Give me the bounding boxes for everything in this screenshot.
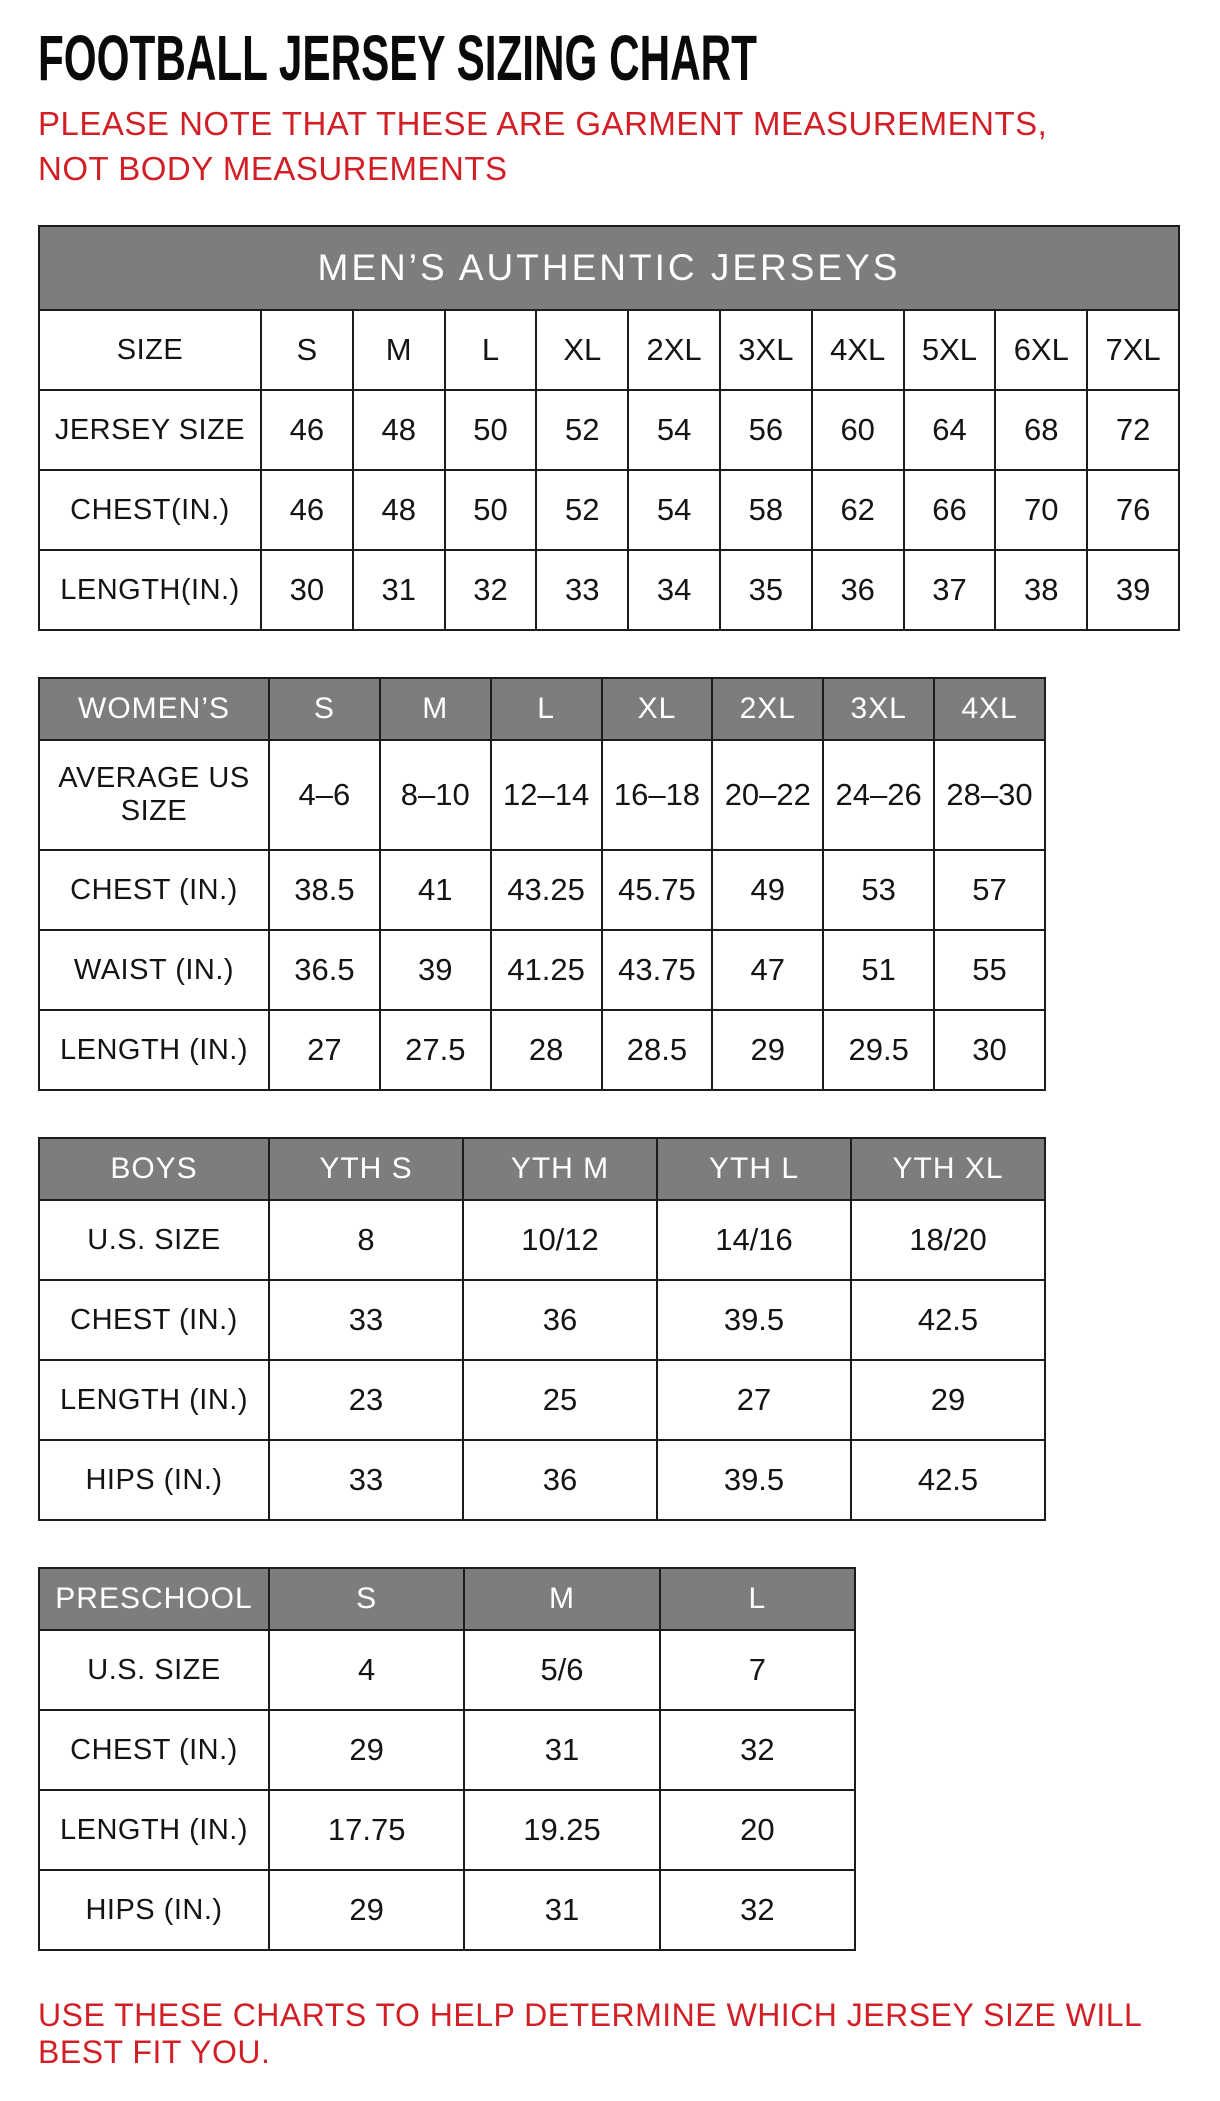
preschool-cell: 29 — [269, 1870, 464, 1950]
boys-header-cell: YTH S — [269, 1138, 463, 1200]
preschool-header-cell: L — [660, 1568, 855, 1630]
preschool-header-cell: S — [269, 1568, 464, 1630]
womens-row-label: LENGTH (IN.) — [39, 1010, 269, 1090]
preschool-cell: 32 — [660, 1870, 855, 1950]
mens-cell: 4XL — [812, 310, 904, 390]
preschool-cell: 29 — [269, 1710, 464, 1790]
preschool-header-label: PRESCHOOL — [39, 1568, 269, 1630]
boys-cell: 42.5 — [851, 1440, 1045, 1520]
womens-row — [39, 850, 1045, 930]
preschool-cell: 19.25 — [464, 1790, 659, 1870]
womens-cell: 36.5 — [269, 930, 380, 1010]
womens-header-cell: L — [491, 678, 602, 740]
womens-cell: 53 — [823, 850, 934, 930]
mens-cell: 32 — [445, 550, 537, 630]
boys-cell: 39.5 — [657, 1440, 851, 1520]
mens-cell: 5XL — [904, 310, 996, 390]
boys-cell: 42.5 — [851, 1280, 1045, 1360]
boys-row — [39, 1280, 1045, 1360]
womens-row-label: CHEST (IN.) — [39, 850, 269, 930]
womens-row-label: AVERAGE US SIZE — [39, 740, 269, 850]
mens-cell: 58 — [720, 470, 812, 550]
mens-cell: 70 — [995, 470, 1087, 550]
boys-header-label: BOYS — [39, 1138, 269, 1200]
womens-row-label: WAIST (IN.) — [39, 930, 269, 1010]
boys-cell: 18/20 — [851, 1200, 1045, 1280]
womens-cell: 45.75 — [602, 850, 713, 930]
mens-cell: 60 — [812, 390, 904, 470]
womens-cell: 12–14 — [491, 740, 602, 850]
mens-table — [38, 225, 1180, 631]
mens-cell: 31 — [353, 550, 445, 630]
mens-cell: 39 — [1087, 550, 1179, 630]
mens-banner-row — [39, 226, 1179, 310]
preschool-row — [39, 1870, 855, 1950]
womens-cell: 28.5 — [602, 1010, 713, 1090]
preschool-header-cell: M — [464, 1568, 659, 1630]
boys-row — [39, 1440, 1045, 1520]
womens-cell: 49 — [712, 850, 823, 930]
preschool-cell: 4 — [269, 1630, 464, 1710]
mens-cell: S — [261, 310, 353, 390]
tables-container — [38, 225, 1182, 1951]
mens-row-label: CHEST(IN.) — [39, 470, 261, 550]
mens-cell: L — [445, 310, 537, 390]
womens-row — [39, 930, 1045, 1010]
preschool-row-label: U.S. SIZE — [39, 1630, 269, 1710]
womens-row — [39, 740, 1045, 850]
preschool-cell: 17.75 — [269, 1790, 464, 1870]
womens-cell: 30 — [934, 1010, 1045, 1090]
mens-cell: 54 — [628, 390, 720, 470]
mens-cell: 33 — [536, 550, 628, 630]
boys-cell: 8 — [269, 1200, 463, 1280]
boys-cell: 39.5 — [657, 1280, 851, 1360]
preschool-table — [38, 1567, 856, 1951]
mens-cell: 30 — [261, 550, 353, 630]
boys-header-cell: YTH L — [657, 1138, 851, 1200]
boys-row — [39, 1360, 1045, 1440]
mens-cell: 56 — [720, 390, 812, 470]
mens-cell: 7XL — [1087, 310, 1179, 390]
boys-header-cell: YTH XL — [851, 1138, 1045, 1200]
mens-cell: 46 — [261, 390, 353, 470]
mens-row — [39, 390, 1179, 470]
preschool-cell: 31 — [464, 1870, 659, 1950]
womens-cell: 27 — [269, 1010, 380, 1090]
mens-cell: 6XL — [995, 310, 1087, 390]
womens-cell: 20–22 — [712, 740, 823, 850]
womens-cell: 38.5 — [269, 850, 380, 930]
womens-header-cell: XL — [602, 678, 713, 740]
page-title: FOOTBALL JERSEY SIZING CHART — [38, 22, 757, 94]
mens-cell: 37 — [904, 550, 996, 630]
garment-measurements-note: PLEASE NOTE THAT THESE ARE GARMENT MEASUREMENTS, NOT BODY MEASUREMENTS — [38, 105, 1048, 187]
mens-row — [39, 310, 1179, 390]
mens-cell: 3XL — [720, 310, 812, 390]
boys-cell: 10/12 — [463, 1200, 657, 1280]
boys-cell: 23 — [269, 1360, 463, 1440]
womens-cell: 16–18 — [602, 740, 713, 850]
boys-cell: 27 — [657, 1360, 851, 1440]
mens-cell: 66 — [904, 470, 996, 550]
womens-cell: 28–30 — [934, 740, 1045, 850]
boys-cell: 33 — [269, 1440, 463, 1520]
mens-cell: 72 — [1087, 390, 1179, 470]
womens-cell: 39 — [380, 930, 491, 1010]
boys-cell: 25 — [463, 1360, 657, 1440]
womens-header-cell: 4XL — [934, 678, 1045, 740]
womens-header-label: WOMEN’S — [39, 678, 269, 740]
womens-cell: 29.5 — [823, 1010, 934, 1090]
boys-cell: 29 — [851, 1360, 1045, 1440]
mens-cell: 36 — [812, 550, 904, 630]
womens-cell: 55 — [934, 930, 1045, 1010]
womens-row — [39, 1010, 1045, 1090]
boys-row — [39, 1200, 1045, 1280]
womens-cell: 41.25 — [491, 930, 602, 1010]
mens-cell: 50 — [445, 390, 537, 470]
womens-cell: 57 — [934, 850, 1045, 930]
boys-table — [38, 1137, 1046, 1521]
mens-row — [39, 550, 1179, 630]
boys-row-label: U.S. SIZE — [39, 1200, 269, 1280]
womens-header-cell: S — [269, 678, 380, 740]
womens-cell: 28 — [491, 1010, 602, 1090]
mens-cell: M — [353, 310, 445, 390]
boys-header-cell: YTH M — [463, 1138, 657, 1200]
mens-cell: 38 — [995, 550, 1087, 630]
mens-row-label: JERSEY SIZE — [39, 390, 261, 470]
preschool-row-label: HIPS (IN.) — [39, 1870, 269, 1950]
boys-row-label: LENGTH (IN.) — [39, 1360, 269, 1440]
boys-cell: 36 — [463, 1440, 657, 1520]
womens-table — [38, 677, 1046, 1091]
preschool-row-label: CHEST (IN.) — [39, 1710, 269, 1790]
preschool-cell: 20 — [660, 1790, 855, 1870]
womens-cell: 41 — [380, 850, 491, 930]
mens-cell: 62 — [812, 470, 904, 550]
preschool-row — [39, 1790, 855, 1870]
mens-cell: 48 — [353, 470, 445, 550]
footer-note: USE THESE CHARTS TO HELP DETERMINE WHICH JERSEY SIZE WILL BEST FIT YOU. — [38, 1997, 1142, 2071]
mens-cell: 48 — [353, 390, 445, 470]
womens-header-row — [39, 678, 1045, 740]
womens-header-cell: 3XL — [823, 678, 934, 740]
mens-row — [39, 470, 1179, 550]
mens-cell: 52 — [536, 470, 628, 550]
mens-cell: XL — [536, 310, 628, 390]
mens-cell: 46 — [261, 470, 353, 550]
preschool-cell: 5/6 — [464, 1630, 659, 1710]
womens-header-cell: M — [380, 678, 491, 740]
womens-cell: 47 — [712, 930, 823, 1010]
womens-cell: 51 — [823, 930, 934, 1010]
boys-cell: 36 — [463, 1280, 657, 1360]
preschool-row — [39, 1630, 855, 1710]
mens-banner: MEN’S AUTHENTIC JERSEYS — [39, 226, 1179, 310]
mens-cell: 34 — [628, 550, 720, 630]
preschool-cell: 31 — [464, 1710, 659, 1790]
preschool-cell: 32 — [660, 1710, 855, 1790]
mens-row-label: LENGTH(IN.) — [39, 550, 261, 630]
mens-cell: 52 — [536, 390, 628, 470]
preschool-row-label: LENGTH (IN.) — [39, 1790, 269, 1870]
mens-cell: 50 — [445, 470, 537, 550]
boys-cell: 14/16 — [657, 1200, 851, 1280]
womens-cell: 27.5 — [380, 1010, 491, 1090]
mens-cell: 76 — [1087, 470, 1179, 550]
mens-cell: 2XL — [628, 310, 720, 390]
mens-cell: 68 — [995, 390, 1087, 470]
mens-cell: 35 — [720, 550, 812, 630]
mens-cell: 64 — [904, 390, 996, 470]
womens-cell: 43.25 — [491, 850, 602, 930]
mens-cell: 54 — [628, 470, 720, 550]
womens-cell: 4–6 — [269, 740, 380, 850]
boys-header-row — [39, 1138, 1045, 1200]
womens-cell: 8–10 — [380, 740, 491, 850]
preschool-header-row — [39, 1568, 855, 1630]
boys-cell: 33 — [269, 1280, 463, 1360]
preschool-row — [39, 1710, 855, 1790]
womens-cell: 24–26 — [823, 740, 934, 850]
preschool-cell: 7 — [660, 1630, 855, 1710]
boys-row-label: HIPS (IN.) — [39, 1440, 269, 1520]
womens-cell: 29 — [712, 1010, 823, 1090]
boys-row-label: CHEST (IN.) — [39, 1280, 269, 1360]
womens-cell: 43.75 — [602, 930, 713, 1010]
mens-row-label: SIZE — [39, 310, 261, 390]
womens-header-cell: 2XL — [712, 678, 823, 740]
